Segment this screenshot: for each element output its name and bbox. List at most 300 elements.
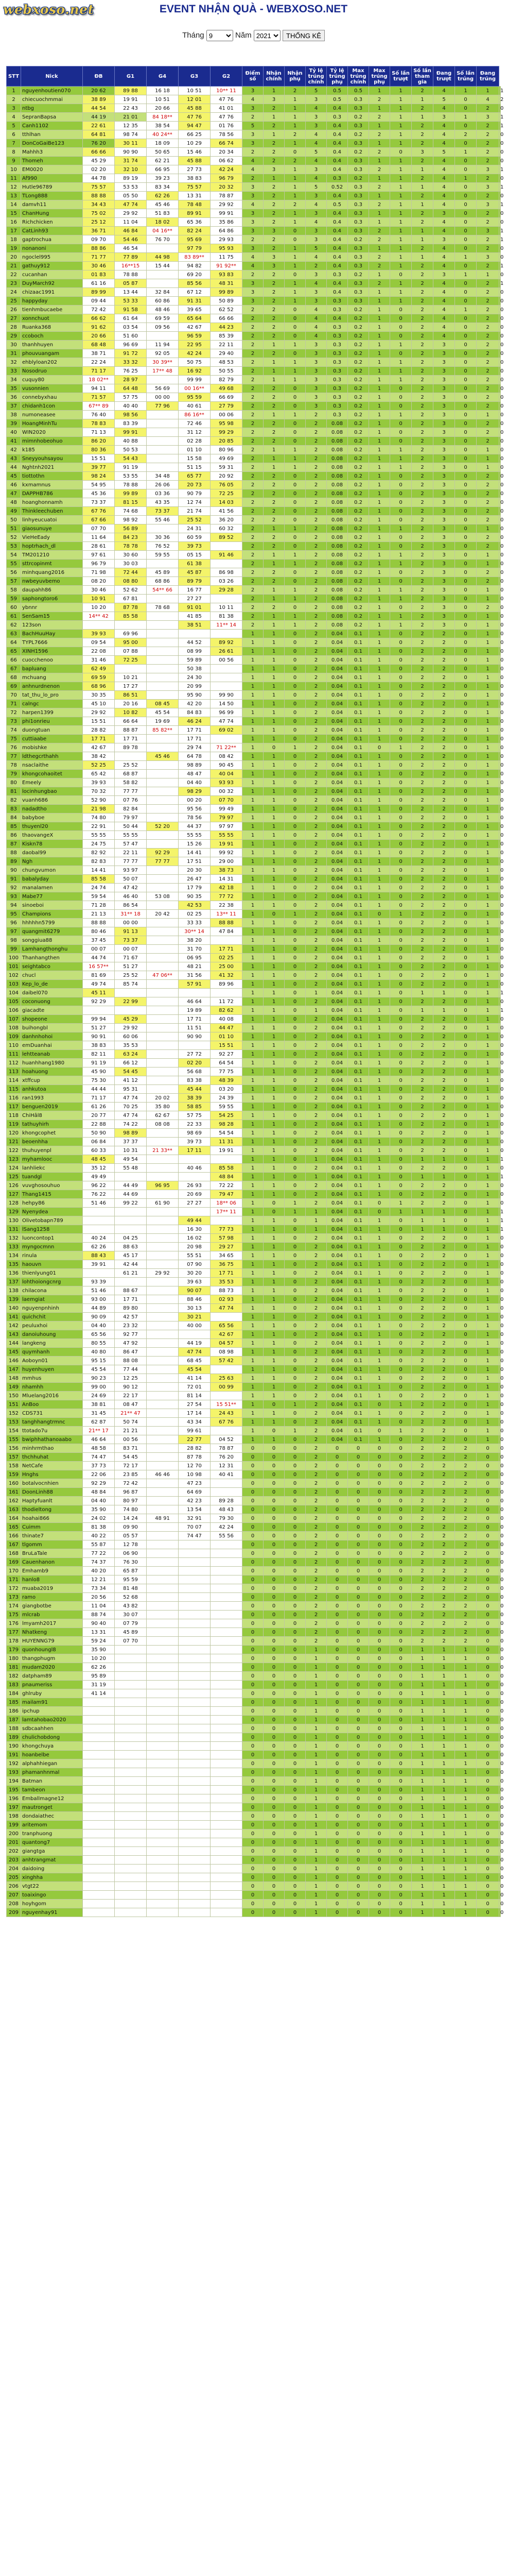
user-nick-link[interactable]: hoyhgom	[21, 1900, 83, 1908]
user-nick-link[interactable]: Batman	[21, 1777, 83, 1786]
user-nick-link[interactable]: benguen2019	[21, 1103, 83, 1111]
stat-cell: 0	[499, 1435, 501, 1444]
user-nick-link[interactable]: vusonnien	[21, 384, 83, 393]
stat-cell: 2	[412, 1138, 433, 1146]
user-nick-link[interactable]: Nyenydea	[21, 1208, 83, 1216]
stat-cell: 0	[369, 1400, 390, 1409]
user-nick-link[interactable]: VieHeEady	[21, 533, 83, 542]
user-nick-link[interactable]: babyboe	[21, 814, 83, 822]
stat-cell: 0.4	[327, 314, 348, 323]
user-nick-link[interactable]: songgiua88	[21, 936, 83, 945]
stat-cell: 3	[433, 393, 455, 402]
stat-cell: 0	[477, 1681, 499, 1689]
user-nick-link[interactable]: hoahuong	[21, 1067, 83, 1076]
user-nick-link[interactable]: lSang1258	[21, 1225, 83, 1234]
prediction-cell: 42 67	[83, 743, 115, 752]
user-nick-link[interactable]: Thinkleechuben	[21, 507, 83, 516]
user-nick-link[interactable]: beoenhha	[21, 1138, 83, 1146]
user-nick-link[interactable]: khongchuya	[21, 1742, 83, 1751]
user-nick-link[interactable]: mailam91	[21, 1698, 83, 1707]
user-nick-link[interactable]: danoiuhoung	[21, 1330, 83, 1339]
stat-cell: 0	[499, 857, 501, 866]
stat-cell: 1	[285, 288, 306, 297]
prediction-cell	[147, 1724, 179, 1733]
user-nick-link[interactable]: tuandgl	[21, 1173, 83, 1181]
user-nick-link[interactable]: laemgiat	[21, 1295, 83, 1304]
user-nick-link[interactable]: phi1onrieu	[21, 717, 83, 726]
user-nick-link[interactable]: AnBoo	[21, 1400, 83, 1409]
stat-cell: 0	[285, 1567, 306, 1575]
user-nick-link[interactable]: chulichobdong	[21, 1733, 83, 1742]
prediction-cell: 74 22	[115, 1120, 147, 1129]
user-nick-link[interactable]: k185	[21, 446, 83, 454]
stat-cell: 2	[499, 95, 501, 104]
stat-cell: 1	[477, 1400, 499, 1409]
user-nick-link[interactable]: harpen1399	[21, 708, 83, 717]
user-nick-link[interactable]: ChanHung	[21, 209, 83, 218]
user-nick-link[interactable]: cuquy80	[21, 376, 83, 384]
user-nick-link[interactable]: nguyenhay91	[21, 1908, 83, 1917]
user-nick-link[interactable]: Nhatkeng	[21, 1628, 83, 1637]
user-nick-link[interactable]: tiottothn	[21, 472, 83, 481]
user-nick-link[interactable]: emDuanhai	[21, 1041, 83, 1050]
stat-cell: 1	[369, 384, 390, 393]
stat-cell: 1	[264, 708, 285, 717]
prediction-cell: 00 16**	[179, 384, 211, 393]
user-nick-link[interactable]: tlgomm	[21, 1540, 83, 1549]
prediction-cell: 61 38	[179, 560, 211, 568]
stat-cell: 2	[412, 743, 433, 752]
user-nick-link[interactable]: nonanoni	[21, 244, 83, 253]
stat-cell: 0.1	[348, 884, 369, 892]
user-nick-link[interactable]: danhnhohoi	[21, 1032, 83, 1041]
user-nick-link[interactable]: thinate7	[21, 1532, 83, 1540]
stat-cell: 0	[242, 1794, 264, 1803]
stat-cell: 2	[455, 1584, 477, 1593]
stat-cell: 1	[369, 638, 390, 647]
user-nick-link[interactable]: hanlo8	[21, 1575, 83, 1584]
user-nick-link[interactable]: Cauenhanon	[21, 1558, 83, 1567]
user-nick-link[interactable]: bwiphhathanoaabo	[21, 1435, 83, 1444]
user-nick-link[interactable]: khongcohaoitet	[21, 770, 83, 778]
user-nick-link[interactable]: bapluang	[21, 665, 83, 673]
user-nick-link[interactable]: thodieltong	[21, 1505, 83, 1514]
user-nick-link[interactable]: Lamhangthonghu	[21, 945, 83, 954]
user-nick-link[interactable]: Thomeh	[21, 157, 83, 165]
submit-stats-button[interactable]: THỐNG KÊ	[283, 30, 325, 41]
stat-cell: 1	[285, 297, 306, 306]
user-nick-link[interactable]: myhamlooc	[21, 1155, 83, 1164]
user-nick-link[interactable]: thuyenl20	[21, 822, 83, 831]
user-nick-link[interactable]: thanhhuyen	[21, 341, 83, 349]
user-nick-link[interactable]: ybnnr	[21, 603, 83, 612]
stat-cell: 0	[455, 1392, 477, 1400]
stat-cell: 0.08	[327, 428, 348, 437]
user-nick-link[interactable]: WIN2020	[21, 428, 83, 437]
user-nick-link[interactable]: happyday	[21, 297, 83, 306]
stat-cell: 0	[499, 367, 501, 376]
user-nick-link[interactable]: chidanh1con	[21, 402, 83, 411]
user-nick-link[interactable]: mlcrab	[21, 1611, 83, 1619]
stat-cell: 0	[390, 1847, 412, 1856]
user-nick-link[interactable]: Aoboyn01	[21, 1357, 83, 1365]
prediction-cell: 35 53	[115, 1041, 147, 1050]
user-nick-link[interactable]: huanhhang1980	[21, 1059, 83, 1067]
user-nick-link[interactable]: DuyMarch92	[21, 279, 83, 288]
user-nick-link[interactable]: ChiHâl8	[21, 1111, 83, 1120]
user-nick-link[interactable]: minhquang2016	[21, 568, 83, 577]
user-nick-link[interactable]: ran1993	[21, 1094, 83, 1103]
stat-cell: 1	[369, 1190, 390, 1199]
user-nick-link[interactable]: cuocchenoo	[21, 656, 83, 665]
prediction-cell: 51 60	[115, 332, 147, 341]
user-nick-link[interactable]: quonhoungl8	[21, 1646, 83, 1654]
user-nick-link[interactable]: linhyeucuatoi	[21, 516, 83, 524]
stat-cell: 0	[390, 1365, 412, 1374]
row-number: 11	[7, 174, 21, 183]
stat-cell: 1	[369, 1313, 390, 1321]
user-nick-link[interactable]: Cuimm	[21, 1523, 83, 1532]
user-nick-link[interactable]: Mabe77	[21, 892, 83, 901]
user-nick-link[interactable]: gathuy912	[21, 262, 83, 270]
prediction-cell: 60 59	[179, 533, 211, 542]
user-nick-link[interactable]: Nosodruo	[21, 367, 83, 376]
user-nick-link[interactable]: BruLaTale	[21, 1549, 83, 1558]
table-row	[7, 1470, 501, 1479]
user-nick-link[interactable]: cuttiaabe	[21, 735, 83, 743]
user-nick-link[interactable]: ghlruby	[21, 1689, 83, 1698]
stat-cell: 2	[412, 192, 433, 200]
user-nick-link[interactable]: hehpy86	[21, 1199, 83, 1208]
prediction-cell: 48 84	[83, 1488, 115, 1497]
stat-cell: 0	[285, 1024, 306, 1032]
user-nick-link[interactable]: anhkutoa	[21, 1085, 83, 1094]
stat-cell: 0	[285, 270, 306, 279]
month-select[interactable]	[206, 30, 233, 41]
user-nick-link[interactable]: phouvuangam	[21, 349, 83, 358]
user-nick-link[interactable]: anhnurdnenon	[21, 682, 83, 691]
user-nick-link[interactable]: hhhhhn5799	[21, 919, 83, 927]
stat-cell: 0.04	[327, 849, 348, 857]
user-nick-link[interactable]: sttrcopinmt	[21, 560, 83, 568]
user-nick-link[interactable]: chiecuochmmai	[21, 95, 83, 104]
user-nick-link[interactable]: manalamen	[21, 884, 83, 892]
prediction-cell: 13 54	[179, 1505, 211, 1514]
user-nick-link[interactable]: vuvghosouhuo	[21, 1181, 83, 1190]
prediction-cell: 05 57	[115, 1532, 147, 1540]
user-nick-link[interactable]: babalyday	[21, 875, 83, 884]
user-nick-link[interactable]: lmyamh2017	[21, 1619, 83, 1628]
user-nick-link[interactable]: nhamhh	[21, 1383, 83, 1392]
user-nick-link[interactable]: chungvumon	[21, 866, 83, 875]
user-nick-link[interactable]: giaosunuye	[21, 524, 83, 533]
user-nick-link[interactable]: tambeon	[21, 1786, 83, 1794]
user-nick-link[interactable]: myngocmnn	[21, 1243, 83, 1251]
user-nick-link[interactable]: nsaclaithe	[21, 761, 83, 770]
user-nick-link[interactable]: Haptyfuanlt	[21, 1497, 83, 1505]
user-nick-link[interactable]: Af990	[21, 174, 83, 183]
user-nick-link[interactable]: botalvocnhien	[21, 1479, 83, 1488]
user-nick-link[interactable]: 123son	[21, 621, 83, 630]
user-nick-link[interactable]: xinghha	[21, 1873, 83, 1882]
user-nick-link[interactable]: Mluelang2016	[21, 1392, 83, 1400]
user-nick-link[interactable]: hoptrhach_dl	[21, 542, 83, 551]
user-nick-link[interactable]: CatLinh93	[21, 227, 83, 235]
user-nick-link[interactable]: DonCoGaiBe123	[21, 139, 83, 148]
user-nick-link[interactable]: Thanhangthen	[21, 954, 83, 962]
site-logo[interactable]: webxoso.net	[3, 2, 94, 17]
user-nick-link[interactable]: peuluxhoi	[21, 1321, 83, 1330]
user-nick-link[interactable]: dondaiathec	[21, 1812, 83, 1821]
stat-cell: 1	[477, 1015, 499, 1024]
user-nick-link[interactable]: CDS731	[21, 1409, 83, 1418]
user-nick-link[interactable]: phamanhnmal	[21, 1768, 83, 1777]
stat-cell: 2	[433, 1470, 455, 1479]
stat-cell: 1	[264, 962, 285, 971]
user-nick-link[interactable]: ehblyloan202	[21, 358, 83, 367]
user-nick-link[interactable]: thchhuhat	[21, 1453, 83, 1462]
user-nick-link[interactable]: daibel070	[21, 989, 83, 997]
stat-cell: 0	[455, 1365, 477, 1374]
stat-cell: 0	[390, 708, 412, 717]
user-nick-link[interactable]: seightabco	[21, 962, 83, 971]
user-nick-link[interactable]: nguyenhoutien070	[21, 87, 83, 95]
user-nick-link[interactable]: rinula	[21, 1251, 83, 1260]
prediction-cell: 55 56	[211, 1532, 242, 1540]
user-nick-link[interactable]: coconuong	[21, 997, 83, 1006]
user-nick-link[interactable]: mimnhobeohuo	[21, 437, 83, 446]
user-nick-link[interactable]: xtffcup	[21, 1076, 83, 1085]
user-nick-link[interactable]: Ngh	[21, 857, 83, 866]
stat-cell: 1	[477, 1321, 499, 1330]
user-nick-link[interactable]: Nghtnh2021	[21, 463, 83, 472]
user-nick-link[interactable]: TM201210	[21, 551, 83, 560]
user-nick-link[interactable]: Emeely	[21, 778, 83, 787]
user-nick-link[interactable]: pnaumeriss	[21, 1681, 83, 1689]
user-nick-link[interactable]: xonnchuot	[21, 314, 83, 323]
stat-cell: 2	[306, 919, 327, 927]
user-nick-link[interactable]: lohthoiongcnrg	[21, 1278, 83, 1286]
user-nick-link[interactable]: Thang1415	[21, 1190, 83, 1199]
user-nick-link[interactable]: shopeone	[21, 1015, 83, 1024]
user-nick-link[interactable]: vtgt22	[21, 1882, 83, 1891]
row-number: 86	[7, 831, 21, 840]
stat-cell: 2	[412, 1593, 433, 1602]
user-nick-link[interactable]: quymhanh	[21, 1348, 83, 1357]
user-nick-link[interactable]: quantong7	[21, 1838, 83, 1847]
stat-cell: 0	[499, 454, 501, 463]
user-nick-link[interactable]: tienhmbucaebe	[21, 306, 83, 314]
user-nick-link[interactable]: giacadte	[21, 1006, 83, 1015]
user-nick-link[interactable]: ngoclel995	[21, 253, 83, 262]
user-nick-link[interactable]: daobal99	[21, 849, 83, 857]
user-nick-link[interactable]: ttotado7u	[21, 1427, 83, 1435]
user-nick-link[interactable]: chizaac1991	[21, 288, 83, 297]
user-nick-link[interactable]: daidoing	[21, 1865, 83, 1873]
user-nick-link[interactable]: TYPL7666	[21, 638, 83, 647]
user-nick-link[interactable]: tthlhan	[21, 130, 83, 139]
user-nick-link[interactable]: gaptrochua	[21, 235, 83, 244]
user-nick-link[interactable]: Kiskn78	[21, 840, 83, 849]
user-nick-link[interactable]: Hnghs	[21, 1470, 83, 1479]
user-nick-link[interactable]: muaba2019	[21, 1584, 83, 1593]
user-nick-link[interactable]: HUYENNG79	[21, 1637, 83, 1646]
prediction-cell: 31 12	[179, 428, 211, 437]
prediction-cell: 21 01	[115, 113, 147, 122]
table-row	[7, 1321, 501, 1330]
user-nick-link[interactable]: datpham89	[21, 1672, 83, 1681]
stat-cell: 2	[306, 1015, 327, 1024]
user-nick-link[interactable]: ldthegcrthahh	[21, 752, 83, 761]
user-nick-link[interactable]: thienlyung01	[21, 1269, 83, 1278]
user-nick-link[interactable]: tranphuong	[21, 1829, 83, 1838]
user-nick-link[interactable]: SenSam15	[21, 612, 83, 621]
prediction-cell: 78 88	[115, 481, 147, 489]
table-row	[7, 507, 501, 516]
user-nick-link[interactable]: chilacona	[21, 1286, 83, 1295]
user-nick-link[interactable]: ntbg	[21, 104, 83, 113]
user-nick-link[interactable]: saphongtoro6	[21, 595, 83, 603]
user-nick-link[interactable]: toaixingo	[21, 1891, 83, 1900]
user-nick-link[interactable]: khongcophet	[21, 1129, 83, 1138]
user-nick-link[interactable]: ramo	[21, 1593, 83, 1602]
stat-cell: 1	[369, 209, 390, 218]
user-nick-link[interactable]: sinoeboi	[21, 901, 83, 910]
prediction-cell: 52 68	[115, 1593, 147, 1602]
stat-cell: 2	[433, 1435, 455, 1444]
stat-cell: 1	[242, 831, 264, 840]
user-nick-link[interactable]: Olivetobapn789	[21, 1216, 83, 1225]
user-nick-link[interactable]: vuanh686	[21, 796, 83, 805]
user-nick-link[interactable]: NetCafe	[21, 1462, 83, 1470]
user-nick-link[interactable]: TLong888	[21, 192, 83, 200]
user-nick-link[interactable]: lamtahobao2020	[21, 1716, 83, 1724]
user-nick-link[interactable]: aritemom	[21, 1821, 83, 1829]
stat-cell: 1	[477, 682, 499, 691]
user-nick-link[interactable]: DoonLinh88	[21, 1488, 83, 1497]
user-nick-link[interactable]: Sneyyouhsayou	[21, 454, 83, 463]
stat-cell: 0.4	[327, 139, 348, 148]
user-nick-link[interactable]: BachHuuHay	[21, 630, 83, 638]
user-nick-link[interactable]: nwbeyuvbemo	[21, 577, 83, 586]
user-nick-link[interactable]: anhtrangmat	[21, 1856, 83, 1865]
user-nick-link[interactable]: mudam2020	[21, 1663, 83, 1672]
user-nick-link[interactable]: SepranBapsa	[21, 113, 83, 122]
user-nick-link[interactable]: thuhuyenpl	[21, 1146, 83, 1155]
stat-cell: 0	[477, 1821, 499, 1829]
user-nick-link[interactable]: giangbotbe	[21, 1602, 83, 1611]
user-nick-link[interactable]: Canh1102	[21, 122, 83, 130]
prediction-cell: 74 47	[179, 1532, 211, 1540]
user-nick-link[interactable]: sdbcaahhen	[21, 1724, 83, 1733]
user-nick-link[interactable]: huyenhuyen	[21, 1365, 83, 1374]
stat-cell: 1	[264, 1181, 285, 1190]
stat-cell: 0	[369, 1558, 390, 1567]
user-nick-link[interactable]: HoangMinhTu	[21, 419, 83, 428]
user-nick-link[interactable]: locinhungbao	[21, 787, 83, 796]
user-nick-link[interactable]: DAPPHB786	[21, 489, 83, 498]
user-nick-link[interactable]: ipchup	[21, 1707, 83, 1716]
user-nick-link[interactable]: calngc	[21, 700, 83, 708]
table-row	[7, 1602, 501, 1611]
user-nick-link[interactable]: tat_thu_lo_pro	[21, 691, 83, 700]
stat-cell: 0	[264, 1646, 285, 1654]
user-nick-link[interactable]: damvh11	[21, 200, 83, 209]
user-nick-link[interactable]: luoncontop1	[21, 1234, 83, 1243]
user-nick-link[interactable]: mmhus	[21, 1374, 83, 1383]
user-nick-link[interactable]: Mahhh3	[21, 148, 83, 157]
user-nick-link[interactable]: hoanbelbe	[21, 1751, 83, 1759]
user-nick-link[interactable]: lehtteanab	[21, 1050, 83, 1059]
user-nick-link[interactable]: tathuyhirh	[21, 1120, 83, 1129]
user-nick-link[interactable]: chucl	[21, 971, 83, 980]
user-nick-link[interactable]: hoanghonnamh	[21, 498, 83, 507]
user-nick-link[interactable]: hoahai866	[21, 1514, 83, 1523]
prediction-cell: 49 54	[115, 1155, 147, 1164]
user-nick-link[interactable]: connebyxhau	[21, 393, 83, 402]
stat-cell: 2	[433, 901, 455, 910]
stat-cell: 2	[477, 279, 499, 288]
stat-cell: 0.04	[327, 647, 348, 656]
stat-cell: 0.4	[327, 288, 348, 297]
table-row	[7, 104, 501, 113]
user-nick-link[interactable]: Kep_lo_de	[21, 980, 83, 989]
stat-cell: 0	[499, 1619, 501, 1628]
user-nick-link[interactable]: quangmit6279	[21, 927, 83, 936]
user-nick-link[interactable]: giangtga	[21, 1847, 83, 1856]
user-nick-link[interactable]: thangphugm	[21, 1654, 83, 1663]
user-nick-link[interactable]: Richchicken	[21, 218, 83, 227]
user-nick-link[interactable]: daupahh86	[21, 586, 83, 595]
user-nick-link[interactable]: Emballmagne12	[21, 1794, 83, 1803]
user-nick-link[interactable]: haouvn	[21, 1260, 83, 1269]
stat-cell: 4	[306, 332, 327, 341]
user-nick-link[interactable]: duongtuan	[21, 726, 83, 735]
user-nick-link[interactable]: Emhamb9	[21, 1567, 83, 1575]
stat-cell: 3	[306, 384, 327, 393]
user-nick-link[interactable]: minhrmthao	[21, 1444, 83, 1453]
user-nick-link[interactable]: XINH1596	[21, 647, 83, 656]
prediction-cell: 80 97	[115, 1497, 147, 1505]
user-nick-link[interactable]: tanghhangtrmnc	[21, 1418, 83, 1427]
user-nick-link[interactable]: lanhliekc	[21, 1164, 83, 1173]
user-nick-link[interactable]: mchuang	[21, 673, 83, 682]
user-nick-link[interactable]: langkeng	[21, 1339, 83, 1348]
user-nick-link[interactable]: mautronget	[21, 1803, 83, 1812]
user-nick-link[interactable]: EM0020	[21, 165, 83, 174]
user-nick-link[interactable]: thaovangeX	[21, 831, 83, 840]
user-nick-link[interactable]: mobishke	[21, 743, 83, 752]
user-nick-link[interactable]: buihongbl	[21, 1024, 83, 1032]
user-nick-link[interactable]: nadadtho	[21, 805, 83, 814]
stat-cell: 2	[433, 840, 455, 849]
user-nick-link[interactable]: numoneasee	[21, 411, 83, 419]
user-nick-link[interactable]: Hutle96789	[21, 183, 83, 192]
user-nick-link[interactable]: Ruanka368	[21, 323, 83, 332]
user-nick-link[interactable]: cucanhan	[21, 270, 83, 279]
user-nick-link[interactable]: nguyenpnhinh	[21, 1304, 83, 1313]
stat-cell: 0	[285, 1838, 306, 1847]
year-select[interactable]	[254, 30, 281, 41]
stat-cell: 0	[264, 1479, 285, 1488]
prediction-cell: 45 54	[147, 708, 179, 717]
user-nick-link[interactable]: Champions	[21, 910, 83, 919]
user-nick-link[interactable]: ccoboch	[21, 332, 83, 341]
user-nick-link[interactable]: kxmamnus	[21, 481, 83, 489]
user-nick-link[interactable]: quichchit	[21, 1313, 83, 1321]
prediction-cell: 90 23	[83, 1374, 115, 1383]
user-nick-link[interactable]: alphahhiegan	[21, 1759, 83, 1768]
